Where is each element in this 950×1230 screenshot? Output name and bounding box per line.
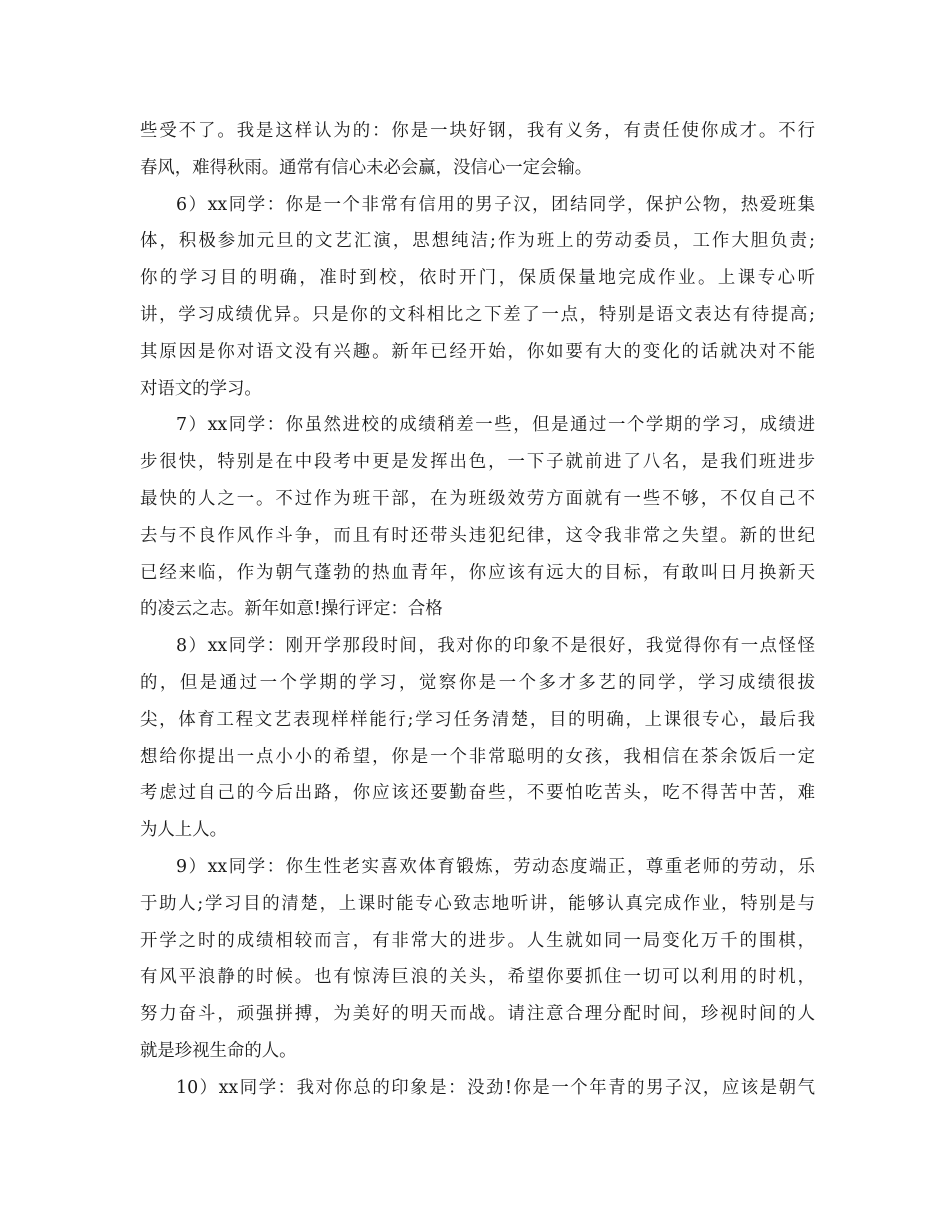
text-line: 些受不了。我是这样认为的：你是一块好钢，我有义务，有责任使你成才。不行	[140, 121, 815, 141]
text-line: 努力奋斗，顽强拼搏，为美好的明天而战。请注意合理分配时间，珍视时间的人	[140, 1004, 815, 1025]
paragraph-continuation	[140, 113, 815, 187]
text-line: 就是珍视生命的人。	[140, 1040, 297, 1061]
paragraph-comment-9	[140, 849, 815, 1070]
text-line: 10）xx同学：我对你总的印象是：没劲!你是一个年青的男子汉，应该是朝气	[176, 1077, 815, 1098]
text-line: 对语文的学习。	[140, 378, 262, 399]
text-line: 的凌云之志。新年如意!操行评定：合格	[140, 599, 443, 620]
text-line: 有风平浪静的时候。也有惊涛巨浪的关头，希望你要抓住一切可以利用的时机，	[140, 967, 815, 988]
text-line: 步很快，特别是在中段考中更是发挥出色，一下子就前进了八名，是我们班进步	[140, 452, 815, 473]
text-line: 于助人;学习目的清楚，上课时能专心致志地听讲，能够认真完成作业，特别是与	[140, 893, 815, 914]
paragraph-comment-6	[140, 187, 815, 408]
text-line: 去与不良作风作斗争，而且有时还带头违犯纪律，这令我非常之失望。新的世纪	[140, 525, 815, 546]
text-line: 9）xx同学：你生性老实喜欢体育锻炼，劳动态度端正，尊重老师的劳动，乐	[176, 856, 815, 877]
text-line: 开学之时的成绩相较而言，有非常大的进步。人生就如同一局变化万千的围棋，	[140, 930, 815, 951]
text-line: 春风，难得秋雨。通常有信心未必会赢，没信心一定会输。	[140, 157, 593, 178]
text-line: 最快的人之一。不过作为班干部，在为班级效劳方面就有一些不够，不仅自己不	[140, 488, 815, 509]
text-line: 为人上人。	[140, 820, 227, 841]
paragraph-comment-10	[140, 1070, 815, 1107]
text-line: 6）xx同学：你是一个非常有信用的男子汉，团结同学，保护公物，热爱班集	[176, 194, 815, 215]
text-line: 7）xx同学：你虽然进校的成绩稍差一些，但是通过一个学期的学习，成绩进	[176, 415, 815, 436]
paragraph-comment-8	[140, 628, 815, 849]
text-line: 尖，体育工程文艺表现样样能行;学习任务清楚，目的明确，上课很专心，最后我	[140, 709, 815, 730]
text-line: 考虑过自己的今后出路，你应该还要勤奋些，不要怕吃苦头，吃不得苦中苦，难	[140, 783, 815, 804]
text-line: 8）xx同学：刚开学那段时间，我对你的印象不是很好，我觉得你有一点怪怪	[176, 636, 815, 657]
text-line: 体，积极参加元旦的文艺汇演，思想纯洁;作为班上的劳动委员，工作大胆负责;	[140, 231, 815, 252]
text-line: 已经来临，作为朝气蓬勃的热血青年，你应该有远大的目标，有敢叫日月换新天	[140, 562, 815, 583]
text-line: 其原因是你对语文没有兴趣。新年已经开始，你如要有大的变化的话就决对不能	[140, 341, 815, 362]
text-line: 讲，学习成绩优异。只是你的文科相比之下差了一点，特别是语文表达有待提高;	[140, 304, 815, 325]
text-line: 想给你提出一点小小的希望，你是一个非常聪明的女孩，我相信在茶余饭后一定	[140, 746, 815, 767]
text-line: 你的学习目的明确，准时到校，依时开门，保质保量地完成作业。上课专心听	[140, 268, 815, 289]
paragraph-comment-7	[140, 407, 815, 628]
text-line: 的，但是通过一个学期的学习，觉察你是一个多才多艺的同学，学习成绩很拔	[140, 672, 815, 693]
document-body	[140, 113, 815, 1107]
